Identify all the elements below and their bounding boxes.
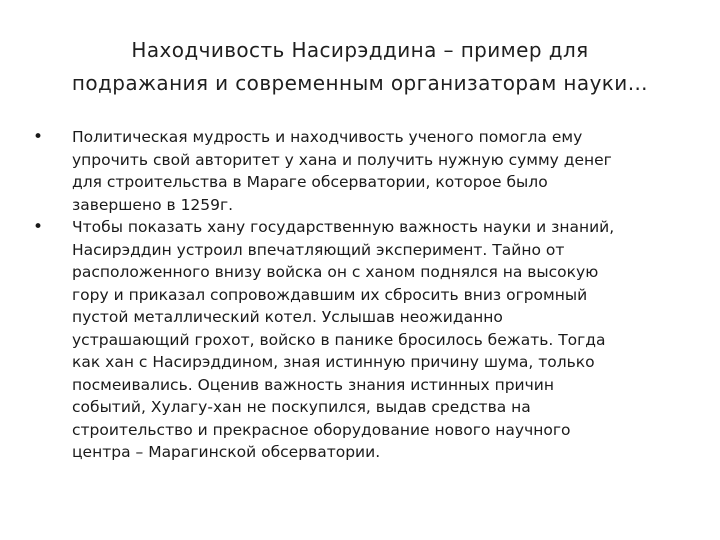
bullet-marker: • [33,127,44,147]
bullet-text-line: завершено в 1259г. [72,195,234,214]
bullet-text-line: расположенного внизу войска он с ханом поднялся на высокую [72,263,599,281]
bullet-text-line: посмеивались. Оценив важность знания истинных причин [72,375,554,394]
bullet-item-1 [30,126,690,216]
title-line: подражания и современным организаторам науки… [71,71,649,95]
bullet-text-line: гору и приказал сопровождавшим их сбросить вниз огромный [72,285,588,304]
bullet-marker: • [33,217,44,237]
bullet-text-line: строительство и прекрасное оборудование нового научного [72,420,571,439]
bullet-text-line: упрочить свой авторитет у хана и получить нужную сумму денег [72,150,612,169]
bullet-text-line: событий, Хулагу-хан не поскупился, выдав средства на [72,398,531,416]
bullet-text-line: центра – Марагинской обсерватории. [72,443,381,461]
bullet-text-line: для строительства в Мараге обсерватории, которое было [72,173,548,191]
title-line: Находчивость Насирэддина – пример для [131,38,589,62]
bullet-text-line: Политическая мудрость и находчивость ученого помогла ему [72,128,583,146]
bullet-text-line: Насирэддин устроил впечатляющий эксперимент. Тайно от [72,240,565,259]
bullet-text-line: пустой металлический котел. Услышав неожиданно [72,308,503,326]
slide-title [30,34,690,100]
bullet-text-line: Чтобы показать хану государственную важность науки и знаний, [72,218,615,236]
bullet-list [30,126,690,464]
bullet-text-line: как хан с Насирэддином, зная истинную причину шума, только [72,353,595,371]
bullet-item-2 [30,216,690,464]
bullet-text-line: устрашающий грохот, войско в панике бросилось бежать. Тогда [72,330,606,349]
